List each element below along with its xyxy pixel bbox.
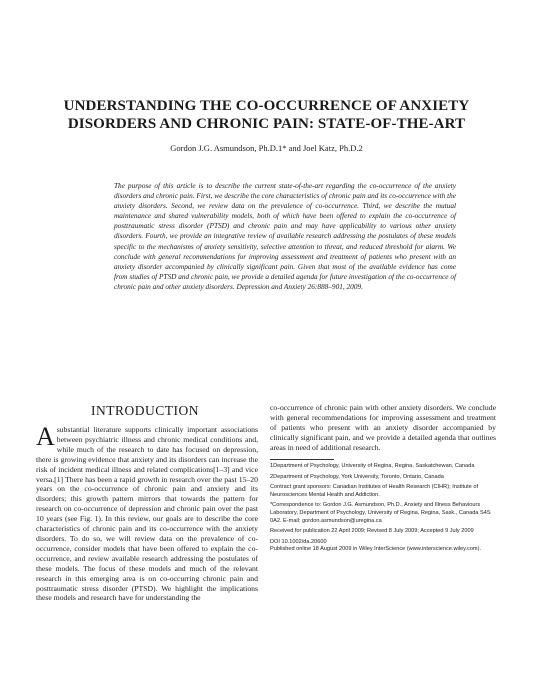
correspondence-note: *Correspondence to: Gordon J.G. Asmundson, Ph.D., Anxiety and Illness Behaviours Laboratory, Department of Psychology, University of Regina, Regina, Sask., Canada S4S 0A2. E-mail: gordon.asmundson@uregina.ca [270, 502, 491, 524]
abstract: The purpose of this article is to describe the current state-of-the-art regarding the co-occurrence of the anxiety disorders and chronic pain. First, we describe the core characteristics of chronic pain and its co-occurrence with the anxiety disorders. Second, we review data on the prevalence of co-occurrence. Third, we describe the mutual maintenance and shared vulnerability models, both of which have been offered to explain the co-occurrence of posttraumatic stress disorder (PTSD) and chronic pain and may have applicability to various other anxiety disorders. Fourth, we provide an integrative review of available research addressing the postulates of these models specific to the mechanisms of anxiety sensitivity, selective attention to threat, and reduced threshold for alarm. We conclude with general recommendations for improving assessment and treatment of patients who present with an anxiety disorder accompanied by clinically significant pain. Given that most of the available evidence has come from studies of PTSD and chronic pain, we provide a detailed agenda for future investigation of the co-occurrence of chronic pain and other anxiety disorders. Depression and Anxiety 26:888–901, 2009. [114, 181, 456, 291]
affiliation-1: 1Department of Psychology, University of Regina, Regina, Saskatchewan, Canada [270, 463, 475, 469]
affiliation-2: 2Department of Psychology, York University, Toronto, Ontario, Canada [270, 473, 444, 480]
received-note: Received for publication 22 April 2009; Revised 8 July 2009; Accepted 9 July 2009 [270, 528, 474, 535]
introduction-body [36, 422, 258, 603]
right-column-text: co-occurrence of chronic pain with other anxiety disorders. We conclude with general recommendations for improving assessment and treatment of patients who present with an anxiety disorder accompanied by clinically significant pain, and we provide a detailed agenda that outlines areas in need of additional research. [270, 403, 496, 452]
section-heading-introduction: INTRODUCTION [91, 403, 199, 418]
article-title: UNDERSTANDING THE CO-OCCURRENCE OF ANXIETY DISORDERS AND CHRONIC PAIN: STATE-OF-THE-ART [63, 98, 470, 132]
footnote-divider [270, 459, 334, 460]
published-note: Published online 18 August 2009 in Wiley InterScience (www.interscience.wiley.com). [270, 546, 482, 553]
grant-note: Contract grant sponsors: Canadian Institutes of Health Research (CIHR); Institute of Neurosciences Mental Health and Addiction. [270, 484, 478, 498]
drop-cap: A [36, 422, 55, 451]
author-line: Gordon J.G. Asmundson, Ph.D.1* and Joel Katz, Ph.D.2 [170, 143, 363, 153]
introduction-text: substantial literature supports clinically important associations between psychiatric illness and chronic medical conditions and, while much of the research to date has focused on depression, there is growing evidence that anxiety and its disorders can increase the risk of incident medical illness and related complications[1–3] and vice versa.[1] There has been a rapid growth in research over the past 15–20 years on the co-occurrence of chronic pain and anxiety and its disorders; this growth pattern mirrors that towards the pattern for research on co-occurrence of depression and chronic pain over the past 10 years (see Fig. 1). In this review, our goals are to describe the core characteristics of chronic pain and its co-occurrence with the anxiety disorders. To do so, we will review data on the prevalence of co-occurrence, consider models that have been offered to explain the co-occurrence, and review available research addressing the postulates of these models. The focus of these models and much of the relevant research in this emerging area is on co-occurring chronic pain and posttraumatic stress disorder (PTSD). We highlight the implications these models and research have for understanding the [36, 425, 258, 603]
footnotes [270, 463, 496, 557]
doi-note: DOI 10.1002/da.20600 [270, 538, 327, 545]
